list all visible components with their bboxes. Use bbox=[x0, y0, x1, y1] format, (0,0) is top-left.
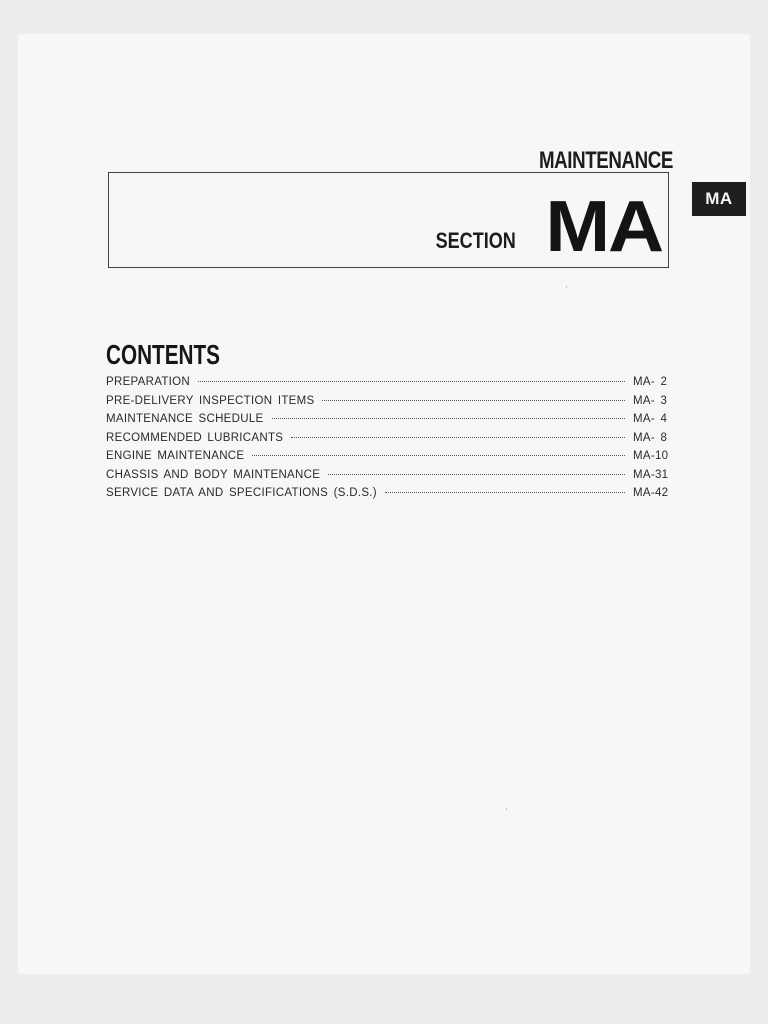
contents-heading: CONTENTS bbox=[106, 339, 220, 370]
toc-entry-maintenance-schedule[interactable] bbox=[106, 413, 671, 432]
toc-entry-title: CHASSIS AND BODY MAINTENANCE bbox=[106, 468, 321, 481]
dot-leader bbox=[322, 400, 625, 401]
toc-entry-title: SERVICE DATA AND SPECIFICATIONS (S.D.S.) bbox=[106, 487, 377, 499]
section-tab[interactable]: MA bbox=[692, 182, 746, 216]
toc-entry-service-data-specs[interactable] bbox=[106, 487, 671, 506]
toc-entry-title: ENGINE MAINTENANCE bbox=[106, 450, 245, 462]
section-label: SECTION bbox=[435, 228, 516, 253]
dot-leader bbox=[385, 492, 625, 493]
toc-entry-title: MAINTENANCE SCHEDULE bbox=[106, 413, 264, 425]
toc-entry-page: MA-10 bbox=[633, 450, 669, 462]
toc-entry-title: PREPARATION bbox=[106, 376, 191, 388]
dot-leader bbox=[198, 381, 625, 382]
dot-leader bbox=[272, 418, 625, 419]
manual-title: MAINTENANCE bbox=[538, 147, 673, 174]
toc-entry-page: MA-42 bbox=[633, 487, 669, 499]
toc-entry-recommended-lubricants[interactable] bbox=[106, 432, 671, 451]
table-of-contents bbox=[106, 376, 671, 506]
scan-speck bbox=[566, 286, 567, 288]
section-code: MA bbox=[545, 187, 662, 267]
dot-leader bbox=[252, 455, 625, 456]
toc-entry-preparation[interactable] bbox=[106, 376, 671, 395]
toc-entry-title: RECOMMENDED LUBRICANTS bbox=[106, 431, 284, 444]
toc-entry-title: PRE-DELIVERY INSPECTION ITEMS bbox=[106, 394, 315, 407]
dot-leader bbox=[328, 474, 625, 475]
scan-speck bbox=[506, 808, 507, 810]
section-title-box bbox=[108, 172, 669, 268]
dot-leader bbox=[291, 437, 625, 438]
toc-entry-page: MA- 8 bbox=[633, 431, 668, 444]
toc-entry-page: MA- 2 bbox=[633, 376, 668, 388]
toc-entry-page: MA- 4 bbox=[633, 413, 668, 425]
toc-entry-page: MA-31 bbox=[633, 468, 669, 481]
toc-entry-chassis-body-maintenance[interactable] bbox=[106, 469, 671, 488]
toc-entry-engine-maintenance[interactable] bbox=[106, 450, 671, 469]
toc-entry-pre-delivery-inspection[interactable] bbox=[106, 395, 671, 414]
toc-entry-page: MA- 3 bbox=[633, 394, 668, 407]
